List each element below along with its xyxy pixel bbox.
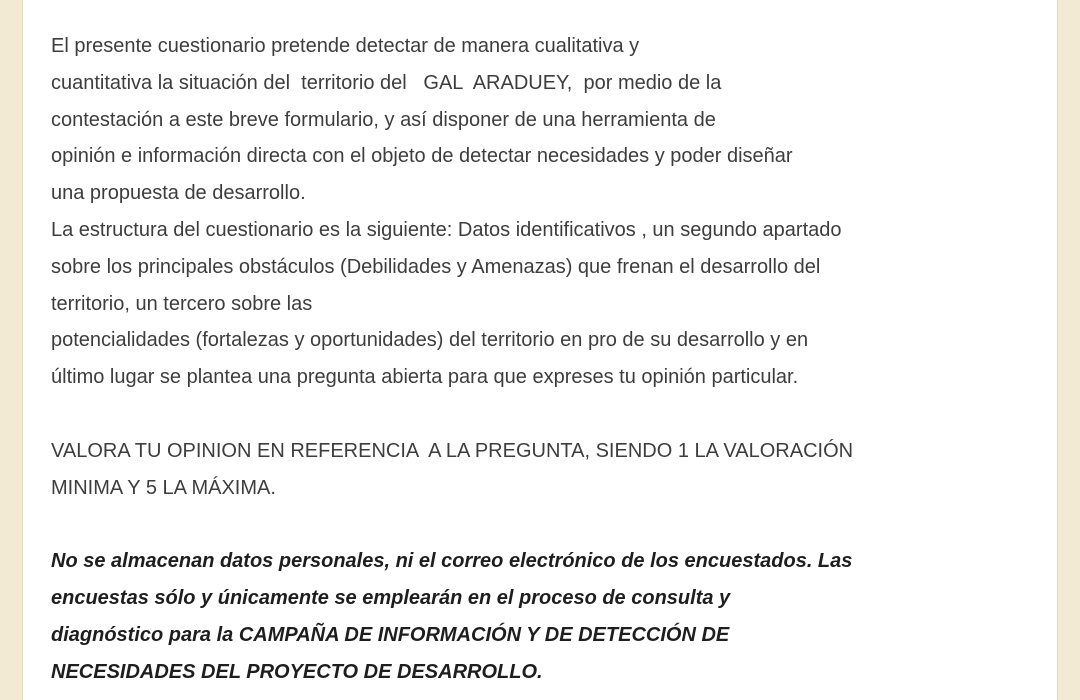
privacy-notice	[51, 543, 1051, 690]
intro-paragraph	[51, 28, 1051, 396]
privacy-line: diagnóstico para la CAMPAÑA DE INFORMACIÓN Y DE DETECCIÓN DE	[51, 623, 730, 646]
privacy-line: NECESIDADES DEL PROYECTO DE DESARROLLO.	[51, 660, 543, 683]
rating-line: MINIMA Y 5 LA MÁXIMA.	[51, 476, 276, 499]
intro-line: una propuesta de desarrollo.	[51, 182, 306, 205]
intro-line: opinión e información directa con el objeto de detectar necesidades y poder diseñar	[51, 145, 793, 168]
intro-line: sobre los principales obstáculos (Debilidades y Amenazas) que frenan el desarrollo del	[51, 255, 821, 278]
form-description	[51, 28, 1051, 690]
privacy-line: encuestas sólo y únicamente se emplearán en el proceso de consulta y	[51, 586, 731, 609]
intro-line: territorio, un tercero sobre las	[51, 292, 313, 315]
paragraph-spacer	[51, 396, 1051, 433]
privacy-line: No se almacenan datos personales, ni el correo electrónico de los encuestados. Las	[51, 550, 853, 573]
rating-line: VALORA TU OPINION EN REFERENCIA A LA PREGUNTA, SIENDO 1 LA VALORACIÓN	[51, 439, 854, 462]
intro-line: La estructura del cuestionario es la siguiente: Datos identificativos , un segundo apartado	[51, 218, 842, 241]
intro-line: último lugar se plantea una pregunta abierta para que expreses tu opinión particular.	[51, 366, 799, 389]
intro-line: potencialidades (fortalezas y oportunidades) del territorio en pro de su desarrollo y en	[51, 329, 809, 352]
intro-line: cuantitativa la situación del territorio del GAL ARADUEY, por medio de la	[51, 71, 722, 94]
paragraph-spacer	[51, 506, 1051, 543]
form-description-card	[22, 0, 1058, 700]
intro-line: contestación a este breve formulario, y así disponer de una herramienta de	[51, 108, 716, 131]
rating-instructions	[51, 433, 1051, 507]
intro-line: El presente cuestionario pretende detectar de manera cualitativa y	[51, 35, 640, 57]
